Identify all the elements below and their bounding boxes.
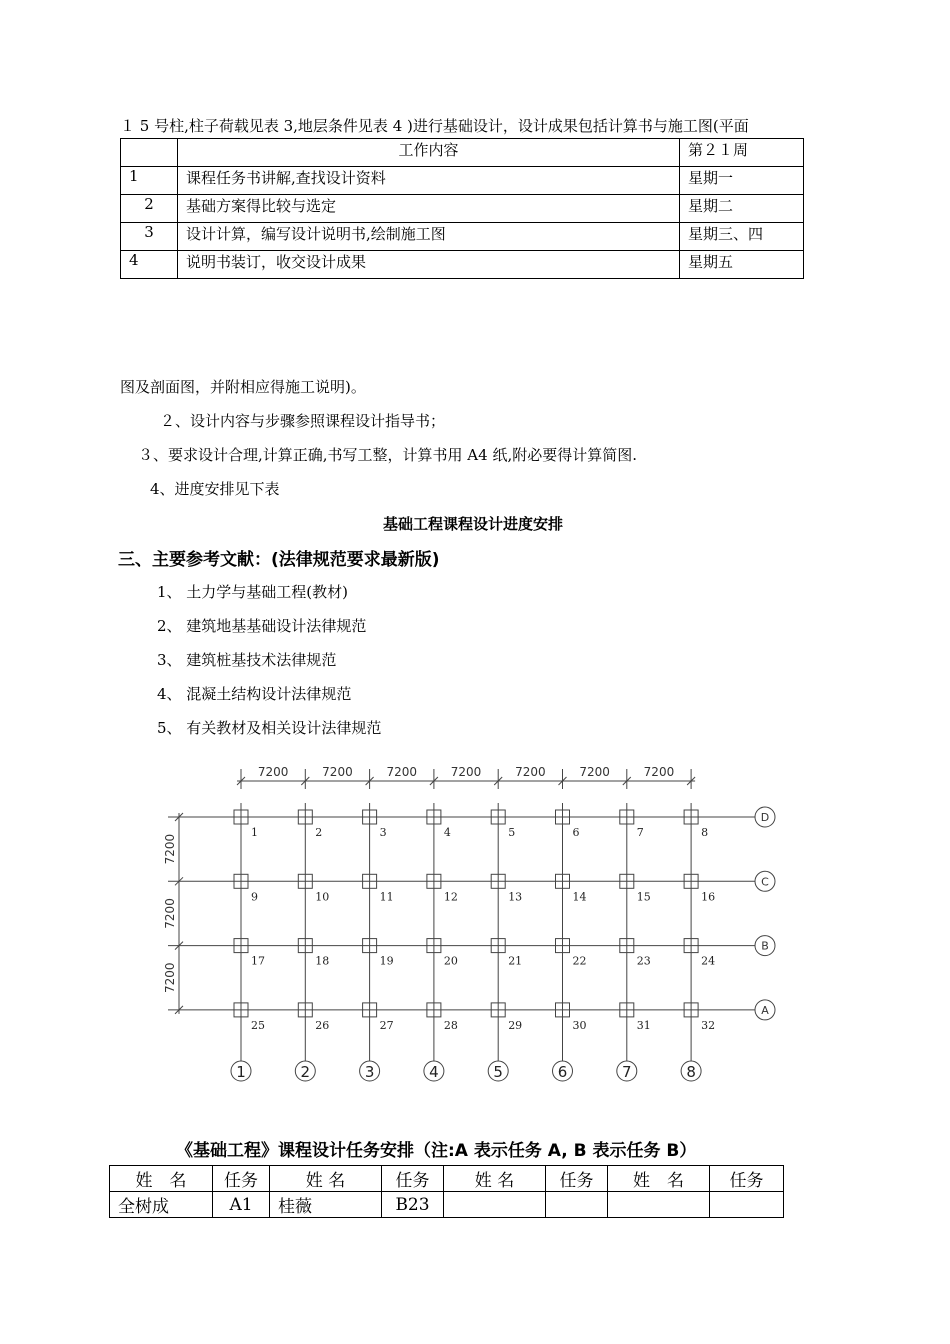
dimension-label: 7200 bbox=[322, 765, 353, 779]
ref-item: 5、 有关教材及相关设计法律规范 bbox=[157, 719, 382, 737]
column-axis-label: 6 bbox=[557, 1063, 568, 1081]
header-no bbox=[121, 139, 178, 167]
column-axis-label: 7 bbox=[622, 1063, 632, 1081]
name-cell: 桂薇 bbox=[270, 1192, 382, 1218]
column-number: 32 bbox=[701, 1018, 716, 1032]
row-no: 3 bbox=[121, 223, 178, 251]
task-cell bbox=[710, 1192, 784, 1218]
header-cell: 姓 名 bbox=[270, 1166, 382, 1192]
column-number: 20 bbox=[443, 954, 458, 968]
header-cell: 姓 名 bbox=[110, 1166, 213, 1192]
column-number: 12 bbox=[443, 890, 458, 904]
dimension-label: 7200 bbox=[257, 765, 289, 779]
dimension-label: 7200 bbox=[163, 833, 177, 865]
column-grid-plan bbox=[160, 755, 800, 1090]
column-number: 26 bbox=[315, 1018, 330, 1032]
header-cell: 姓 名 bbox=[608, 1166, 710, 1192]
row-content: 基础方案得比较与选定 bbox=[178, 195, 680, 223]
schedule-title: 基础工程课程设计进度安排 bbox=[383, 515, 564, 533]
row-week: 星期五 bbox=[680, 251, 804, 279]
column-number: 31 bbox=[636, 1018, 651, 1032]
column-number: 18 bbox=[315, 954, 330, 968]
row-week: 星期一 bbox=[680, 167, 804, 195]
column-number: 4 bbox=[443, 826, 451, 839]
ref-item: 2、 建筑地基基础设计法律规范 bbox=[157, 617, 367, 635]
column-number: 14 bbox=[572, 890, 587, 904]
column-number: 2 bbox=[315, 826, 323, 839]
column-axis-label: 4 bbox=[429, 1063, 439, 1081]
row-axis-label: C bbox=[761, 875, 769, 889]
column-number: 5 bbox=[508, 826, 516, 839]
row-axis-label: B bbox=[761, 939, 769, 953]
header-cell: 姓 名 bbox=[444, 1166, 546, 1192]
column-number: 25 bbox=[251, 1018, 265, 1032]
row-content: 说明书装订，收交设计成果 bbox=[178, 251, 680, 279]
item-2: ２、设计内容与步骤参照课程设计指导书； bbox=[160, 412, 446, 430]
task-cell: A1 bbox=[213, 1192, 270, 1218]
header-cell: 任务 bbox=[382, 1166, 444, 1192]
task-title: 《基础工程》课程设计任务安排（注:A 表示任务 A, B 表示任务 B） bbox=[176, 1141, 697, 1161]
table-row bbox=[121, 195, 804, 223]
column-number: 21 bbox=[508, 954, 523, 968]
column-number: 27 bbox=[379, 1018, 394, 1032]
row-content: 设计计算，编写设计说明书,绘制施工图 bbox=[178, 223, 680, 251]
dimension-label: 7200 bbox=[163, 898, 177, 929]
column-number: 7 bbox=[636, 826, 644, 839]
item-4: 4、进度安排见下表 bbox=[150, 480, 280, 498]
column-number: 19 bbox=[379, 954, 394, 968]
row-axis-label: A bbox=[761, 1003, 769, 1017]
item-3: ３、要求设计合理,计算正确,书写工整，计算书用 A4 纸,附必要得计算简图. bbox=[138, 446, 637, 464]
column-axis-label: 1 bbox=[236, 1063, 246, 1081]
row-content: 课程任务书讲解,查找设计资料 bbox=[178, 167, 680, 195]
refs-heading: 三、主要参考文献：(法律规范要求最新版) bbox=[118, 550, 440, 570]
table-row bbox=[110, 1166, 784, 1192]
name-cell bbox=[444, 1192, 546, 1218]
column-axis-label: 5 bbox=[493, 1063, 503, 1081]
header-cell: 任务 bbox=[213, 1166, 270, 1192]
table-row bbox=[121, 251, 804, 279]
ref-item: 1、 土力学与基础工程(教材) bbox=[157, 583, 349, 601]
column-axis-label: 8 bbox=[686, 1063, 696, 1081]
task-table bbox=[109, 1165, 784, 1218]
table-row bbox=[121, 139, 804, 167]
row-week: 星期三、四 bbox=[680, 223, 804, 251]
row-no: 2 bbox=[121, 195, 178, 223]
dimension-label: 7200 bbox=[643, 765, 675, 779]
header-cell: 任务 bbox=[710, 1166, 784, 1192]
column-number: 1 bbox=[251, 826, 258, 839]
column-axis-label: 3 bbox=[364, 1063, 375, 1081]
row-no: 1 bbox=[121, 167, 178, 195]
table-row bbox=[110, 1192, 784, 1218]
column-number: 23 bbox=[636, 954, 651, 968]
name-cell: 全树成 bbox=[110, 1192, 213, 1218]
column-number: 30 bbox=[572, 1018, 587, 1032]
task-cell bbox=[546, 1192, 608, 1218]
header-content: 工作内容 bbox=[178, 139, 680, 167]
name-cell bbox=[608, 1192, 710, 1218]
dimension-label: 7200 bbox=[515, 765, 546, 779]
column-number: 10 bbox=[315, 890, 330, 904]
column-number: 22 bbox=[572, 954, 587, 968]
column-number: 17 bbox=[251, 954, 265, 968]
row-week: 星期二 bbox=[680, 195, 804, 223]
dimension-label: 7200 bbox=[386, 765, 418, 779]
column-number: 24 bbox=[701, 954, 716, 968]
column-number: 28 bbox=[443, 1018, 458, 1032]
column-number: 15 bbox=[636, 890, 651, 904]
dimension-label: 7200 bbox=[450, 765, 482, 779]
column-number: 9 bbox=[251, 890, 258, 904]
column-number: 3 bbox=[379, 826, 387, 839]
row-axis-label: D bbox=[760, 811, 770, 824]
column-number: 16 bbox=[701, 890, 716, 904]
schedule-table bbox=[120, 138, 804, 279]
dimension-label: 7200 bbox=[579, 765, 610, 779]
dimension-label: 7200 bbox=[163, 962, 177, 994]
ref-item: 4、 混凝土结构设计法律规范 bbox=[157, 685, 352, 703]
column-number: 11 bbox=[379, 890, 394, 904]
intro-line: １ 5 号柱,柱子荷载见表 3,地层条件见表 4 )进行基础设计，设计成果包括计算书与施工图(平面 bbox=[120, 117, 749, 135]
table-row bbox=[121, 223, 804, 251]
column-number: 29 bbox=[508, 1018, 523, 1032]
column-number: 6 bbox=[572, 826, 580, 839]
header-week: 第２１周 bbox=[680, 139, 804, 167]
column-axis-label: 2 bbox=[300, 1063, 311, 1081]
column-number: 8 bbox=[701, 826, 709, 839]
column-number: 13 bbox=[508, 890, 523, 904]
continued-line: 图及剖面图，并附相应得施工说明)。 bbox=[120, 378, 366, 396]
table-row bbox=[121, 167, 804, 195]
row-no: 4 bbox=[121, 251, 178, 279]
ref-item: 3、 建筑桩基技术法律规范 bbox=[157, 651, 337, 669]
header-cell: 任务 bbox=[546, 1166, 608, 1192]
task-cell: B23 bbox=[382, 1192, 444, 1218]
